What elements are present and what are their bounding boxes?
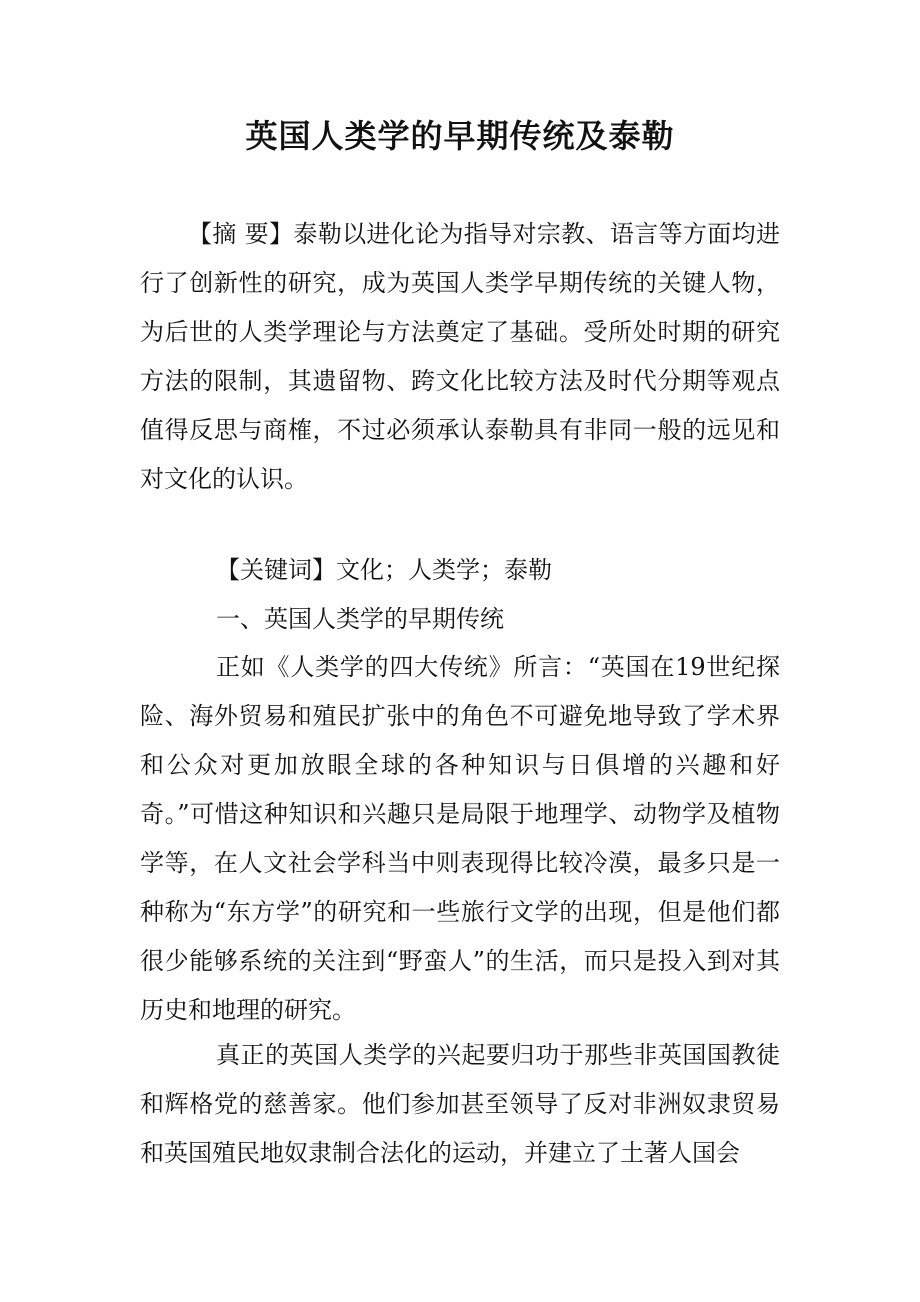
abstract-paragraph: 【摘 要】泰勒以进化论为指导对宗教、语言等方面均进行了创新性的研究，成为英国人类学早期传统的关键人物，为后世的人类学理论与方法奠定了基础。受所处时期的研究方法的限制，其遗留物、跨文化比较方法及时代分期等观点值得反思与商榷，不过必须承认泰勒具有非同一般的远见和对文化的认识。 (140, 220, 780, 493)
body-paragraph-2: 真正的英国人类学的兴起要归功于那些非英国国教徒和辉格党的慈善家。他们参加甚至领导了反对非洲奴隶贸易和英国殖民地奴隶制合法化的运动，并建立了土著人国会 (140, 1041, 780, 1167)
body-paragraph-1: 正如《人类学的四大传统》所言：“英国在19世纪探险、海外贸易和殖民扩张中的角色不可避免地导致了学术界和公众对更加放眼全球的各种知识与日俱增的兴趣和好奇。”可惜这种知识和兴趣只是局限于地理学、动物学及植物学等，在人文社会学科当中则表现得比较冷漠，最多只是一种称为“东方学”的研究和一些旅行文学的出现，但是他们都很少能够系统的关注到“野蛮人”的生活，而只是投入到对其历史和地理的研究。 (140, 653, 780, 1024)
section-heading: 一、英国人类学的早期传统 (216, 605, 504, 633)
document-title: 英国人类学的早期传统及泰勒 (245, 117, 675, 155)
keywords-line: 【关键词】文化；人类学；泰勒 (216, 556, 552, 584)
